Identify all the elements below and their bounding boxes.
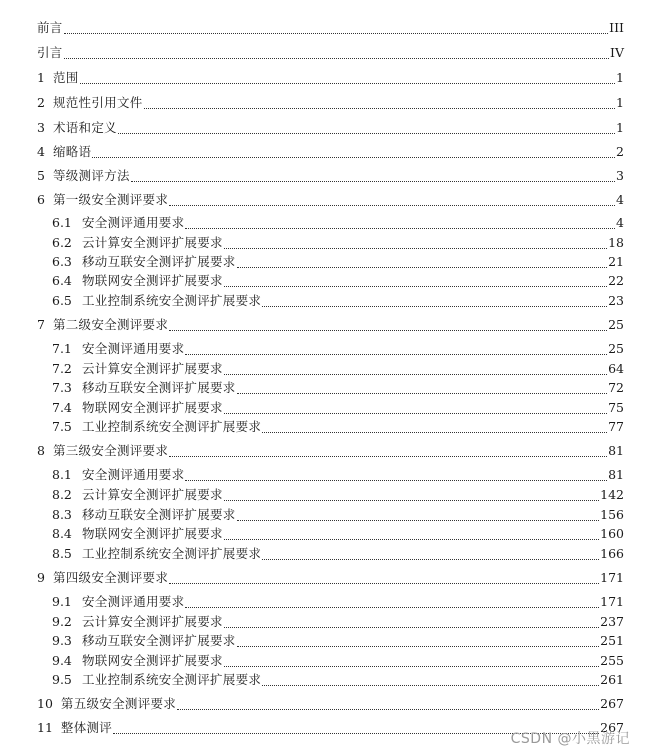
toc-entry-page: 4 <box>616 192 624 207</box>
dot-leader <box>262 306 607 307</box>
toc-subentry[interactable] <box>52 631 624 651</box>
toc-entry-number: 6 <box>37 192 45 207</box>
toc-entry-page: 75 <box>608 400 624 415</box>
toc-entry-title: 术语和定义 <box>52 120 117 135</box>
toc-entry-page: 1 <box>616 120 624 135</box>
dot-leader <box>224 500 599 501</box>
dot-leader <box>144 108 615 109</box>
dot-leader <box>185 228 615 229</box>
toc-entry[interactable] <box>37 166 624 186</box>
toc-entry-page: 1 <box>616 70 624 85</box>
toc-entry-title: 工业控制系统安全测评扩展要求 <box>82 546 262 561</box>
toc-entry-number: 6.4 <box>52 273 72 288</box>
toc-subentry[interactable] <box>52 252 624 272</box>
toc-entry-title: 工业控制系统安全测评扩展要求 <box>82 672 262 687</box>
toc-subentry[interactable] <box>52 378 624 398</box>
toc-entry[interactable] <box>37 68 624 88</box>
dot-leader <box>185 607 599 608</box>
dot-leader <box>237 520 600 521</box>
toc-entry-number: 6.1 <box>52 215 72 230</box>
toc-entry-title: 第三级安全测评要求 <box>52 443 169 458</box>
dot-leader <box>224 627 599 628</box>
toc-entry-number: 5 <box>37 168 45 183</box>
toc-entry-page: 1 <box>616 95 624 110</box>
toc-subentry[interactable] <box>52 524 624 544</box>
toc-entry-number: 11 <box>37 720 53 735</box>
toc-entry-title: 移动互联安全测评扩展要求 <box>82 380 236 395</box>
toc-entry-number: 1 <box>37 70 45 85</box>
toc-entry-page: IV <box>610 45 624 60</box>
toc-entry-page: 72 <box>608 380 624 395</box>
toc-entry-page: 171 <box>600 594 624 609</box>
toc-entry-number: 2 <box>37 95 45 110</box>
toc-entry-page: 166 <box>600 546 624 561</box>
toc-entry-number: 8.3 <box>52 507 72 522</box>
toc-subentry[interactable] <box>52 670 624 690</box>
toc-entry-title: 安全测评通用要求 <box>82 341 185 356</box>
toc-entry[interactable] <box>37 142 624 162</box>
toc-subentry[interactable] <box>52 505 624 525</box>
toc-entry-page: 160 <box>600 526 624 541</box>
toc-entry-page: 2 <box>616 144 624 159</box>
toc-entry-title: 整体测评 <box>60 720 113 735</box>
toc-subentry[interactable] <box>52 233 624 253</box>
dot-leader <box>224 374 607 375</box>
dot-leader <box>169 330 607 331</box>
toc-entry-title: 云计算安全测评扩展要求 <box>82 361 223 376</box>
dot-leader <box>92 157 615 158</box>
toc-entry-title: 规范性引用文件 <box>52 95 143 110</box>
toc-entry[interactable] <box>37 441 624 461</box>
toc-entry-title: 安全测评通用要求 <box>82 215 185 230</box>
toc-entry-page: 255 <box>600 653 624 668</box>
toc-entry-title: 物联网安全测评扩展要求 <box>82 273 223 288</box>
toc-entry-title: 前言 <box>37 20 63 35</box>
toc-entry[interactable] <box>37 694 624 714</box>
toc-entry-page: 4 <box>616 215 624 230</box>
toc-entry-number: 7.4 <box>52 400 72 415</box>
toc-subentry[interactable] <box>52 612 624 632</box>
toc-entry-number: 9.5 <box>52 672 72 687</box>
toc-entry-page: 3 <box>616 168 624 183</box>
toc-entry-page: 25 <box>608 317 624 332</box>
dot-leader <box>262 685 599 686</box>
toc-entry-title: 工业控制系统安全测评扩展要求 <box>82 293 262 308</box>
toc-entry-page: 142 <box>600 487 624 502</box>
toc-entry-number: 6.5 <box>52 293 72 308</box>
dot-leader <box>262 559 599 560</box>
toc-entry-title: 移动互联安全测评扩展要求 <box>82 507 236 522</box>
toc-entry-page: 23 <box>608 293 624 308</box>
toc-entry-title: 引言 <box>37 45 63 60</box>
dot-leader <box>224 248 607 249</box>
toc-entry-page: 18 <box>608 235 624 250</box>
toc-entry-page: 251 <box>600 633 624 648</box>
toc-entry[interactable] <box>37 118 624 138</box>
toc-entry-page: 77 <box>608 419 624 434</box>
toc-entry-number: 9.3 <box>52 633 72 648</box>
toc-entry-number: 6.2 <box>52 235 72 250</box>
dot-leader <box>237 267 607 268</box>
toc-entry-number: 10 <box>37 696 53 711</box>
toc-entry-title: 物联网安全测评扩展要求 <box>82 400 223 415</box>
toc-entry-page: 267 <box>600 720 624 735</box>
toc-entry-page: 261 <box>600 672 624 687</box>
toc-entry-number: 8.1 <box>52 467 72 482</box>
toc-entry-number: 6.3 <box>52 254 72 269</box>
toc-entry-number: 4 <box>37 144 45 159</box>
toc-entry-title: 物联网安全测评扩展要求 <box>82 653 223 668</box>
dot-leader <box>64 33 609 34</box>
toc-entry-foreword[interactable] <box>37 18 624 38</box>
toc-entry-number: 8.5 <box>52 546 72 561</box>
toc-entry[interactable] <box>37 93 624 113</box>
toc-entry-title: 第二级安全测评要求 <box>52 317 169 332</box>
dot-leader <box>237 393 607 394</box>
toc-entry-number: 8 <box>37 443 45 458</box>
toc-entry-page: 21 <box>608 254 624 269</box>
toc-entry-page: 156 <box>600 507 624 522</box>
toc-entry-page: 81 <box>608 443 624 458</box>
toc-entry-title: 移动互联安全测评扩展要求 <box>82 633 236 648</box>
dot-leader <box>169 583 599 584</box>
toc-entry-title: 移动互联安全测评扩展要求 <box>82 254 236 269</box>
dot-leader <box>64 58 609 59</box>
toc-entry[interactable] <box>37 190 624 210</box>
toc-entry-title: 云计算安全测评扩展要求 <box>82 487 223 502</box>
dot-leader <box>169 456 607 457</box>
toc-entry-number: 9.1 <box>52 594 72 609</box>
dot-leader <box>224 286 607 287</box>
toc-entry-title: 安全测评通用要求 <box>82 467 185 482</box>
toc-entry-title: 范围 <box>52 70 79 85</box>
dot-leader <box>185 480 607 481</box>
toc-entry-number: 7 <box>37 317 45 332</box>
toc-entry-title: 云计算安全测评扩展要求 <box>82 614 223 629</box>
dot-leader <box>80 83 615 84</box>
toc-entry-page: 237 <box>600 614 624 629</box>
toc-subentry[interactable] <box>52 291 624 311</box>
dot-leader <box>118 133 615 134</box>
toc-entry-title: 安全测评通用要求 <box>82 594 185 609</box>
toc-entry-number: 8.2 <box>52 487 72 502</box>
toc-subentry[interactable] <box>52 592 624 612</box>
toc-entry-title: 云计算安全测评扩展要求 <box>82 235 223 250</box>
dot-leader <box>237 646 600 647</box>
dot-leader <box>224 666 599 667</box>
toc-subentry[interactable] <box>52 651 624 671</box>
dot-leader <box>169 205 615 206</box>
toc-entry-page: III <box>609 20 624 35</box>
toc-entry-title: 等级测评方法 <box>52 168 130 183</box>
toc-entry-page: 22 <box>608 273 624 288</box>
toc-entry-number: 7.2 <box>52 361 72 376</box>
toc-entry-number: 7.5 <box>52 419 72 434</box>
toc-entry-page: 81 <box>608 467 624 482</box>
dot-leader <box>224 413 607 414</box>
toc-subentry[interactable] <box>52 465 624 485</box>
toc-entry[interactable] <box>37 568 624 588</box>
dot-leader <box>131 181 615 182</box>
toc-entry-number: 9.4 <box>52 653 72 668</box>
toc-subentry[interactable] <box>52 485 624 505</box>
toc-entry-title: 第四级安全测评要求 <box>52 570 169 585</box>
toc-entry-page: 25 <box>608 341 624 356</box>
toc-entry-number: 7.3 <box>52 380 72 395</box>
toc-entry-title: 物联网安全测评扩展要求 <box>82 526 223 541</box>
dot-leader <box>224 539 599 540</box>
dot-leader <box>177 709 599 710</box>
toc-entry-title: 第一级安全测评要求 <box>52 192 169 207</box>
toc-entry-page: 64 <box>608 361 624 376</box>
toc-entry-introduction[interactable] <box>37 43 624 63</box>
dot-leader <box>262 432 607 433</box>
toc-entry-number: 7.1 <box>52 341 72 356</box>
toc-entry-number: 3 <box>37 120 45 135</box>
toc-entry-number: 8.4 <box>52 526 72 541</box>
toc-subentry[interactable] <box>52 339 624 359</box>
toc-entry-page: 171 <box>600 570 624 585</box>
toc-subentry[interactable] <box>52 544 624 564</box>
toc-entry-page: 267 <box>600 696 624 711</box>
toc-entry[interactable] <box>37 315 624 335</box>
toc-entry-number: 9.2 <box>52 614 72 629</box>
toc-subentry[interactable] <box>52 417 624 437</box>
toc-entry-title: 工业控制系统安全测评扩展要求 <box>82 419 262 434</box>
toc-subentry[interactable] <box>52 398 624 418</box>
watermark: CSDN @小黑游记 <box>510 731 630 747</box>
toc-entry-title: 第五级安全测评要求 <box>60 696 177 711</box>
toc-subentry[interactable] <box>52 213 624 233</box>
toc-subentry[interactable] <box>52 271 624 291</box>
dot-leader <box>185 354 607 355</box>
toc-entry-number: 9 <box>37 570 45 585</box>
toc-subentry[interactable] <box>52 359 624 379</box>
toc-entry-title: 缩略语 <box>52 144 92 159</box>
